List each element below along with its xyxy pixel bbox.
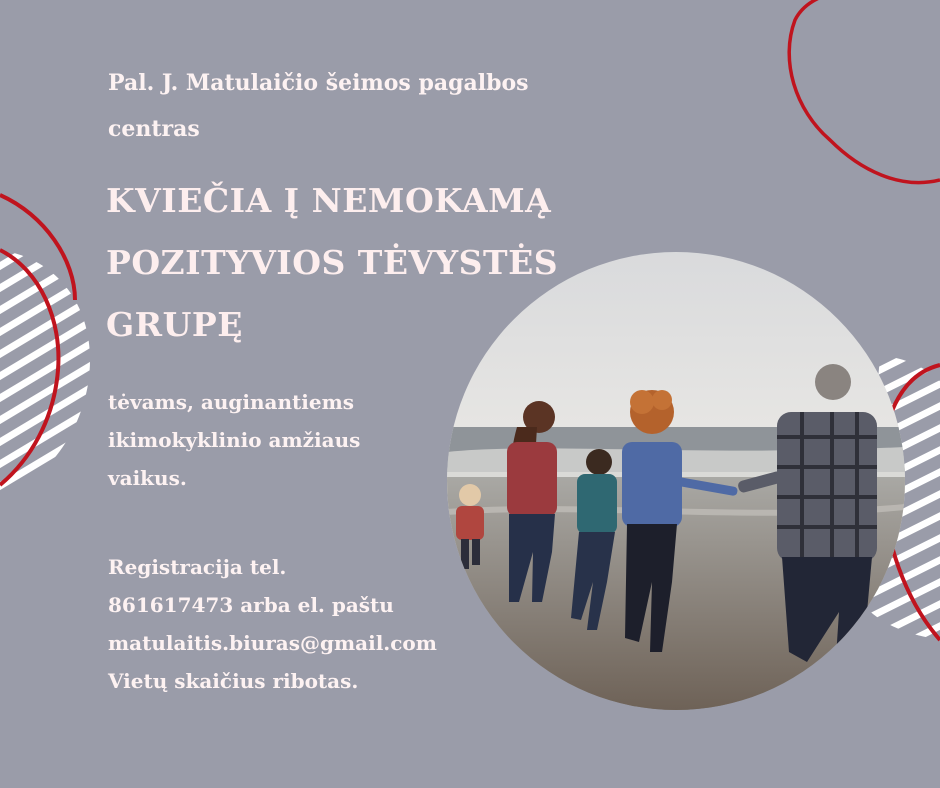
audience-text (108, 383, 448, 497)
registration-phone: 861617473 arba el. paštu (108, 593, 394, 617)
organization-name: Pal. J. Matulaičio šeimos pagalbos centras (108, 70, 529, 142)
audience-line: ikimokyklinio amžiaus (108, 428, 361, 452)
red-curve-top-right (789, 0, 940, 183)
registration-line: Registracija tel. (108, 555, 287, 579)
headline: KVIEČIA Į NEMOKAMĄ POZITYVIOS TĖVYSTĖS GRUPĘ (106, 181, 559, 344)
white-stripes-left (0, 200, 110, 532)
registration-email: matulaitis.biuras@gmail.com (108, 631, 437, 655)
audience-line: tėvams, auginantiems (108, 390, 354, 414)
family-beach-photo (447, 252, 905, 710)
registration-note: Vietų skaičius ribotas. (108, 669, 359, 693)
audience-line: vaikus. (108, 466, 187, 490)
